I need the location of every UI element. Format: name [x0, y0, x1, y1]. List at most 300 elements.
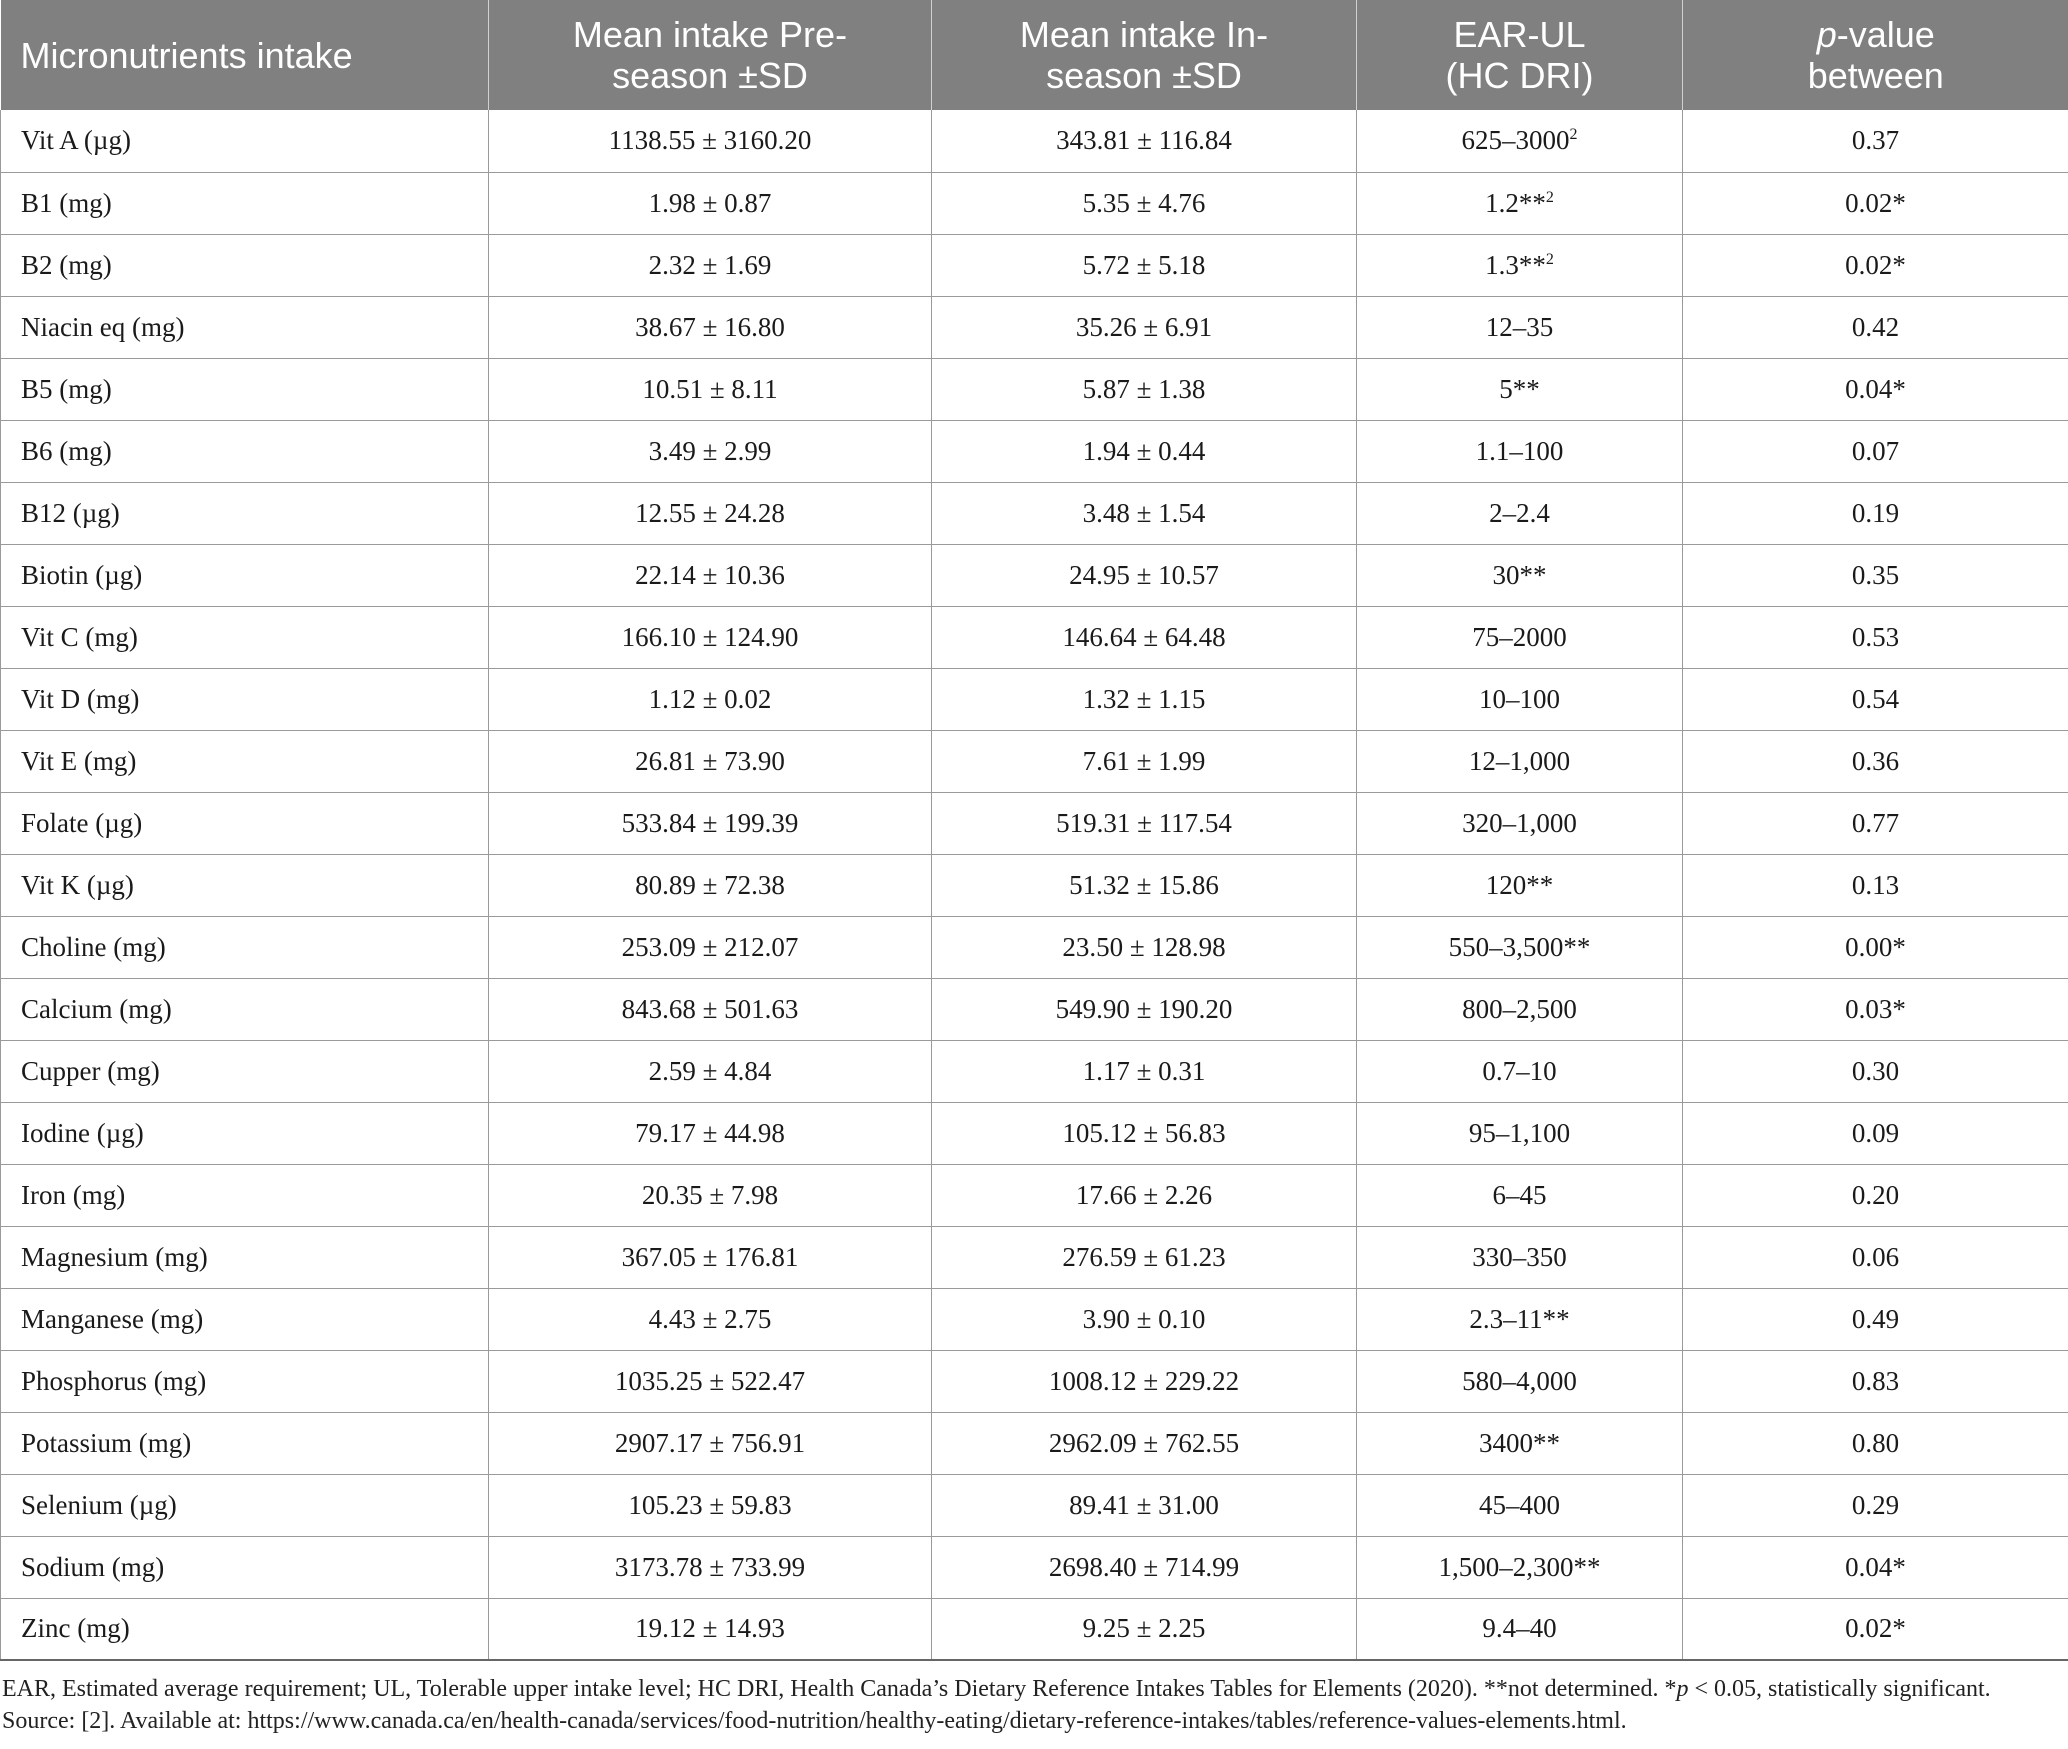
cell-in-season-text: 24.95 ± 10.57: [1069, 559, 1219, 590]
cell-in-season: [932, 1350, 1357, 1412]
cell-ear-ul: [1357, 854, 1683, 916]
cell-nutrient: [1, 482, 489, 544]
table-row: [1, 1598, 2068, 1660]
cell-pre-season: [489, 1226, 932, 1288]
cell-nutrient: [1, 668, 489, 730]
cell-pre-season-text: 26.81 ± 73.90: [635, 745, 785, 776]
cell-pre-season: [489, 1474, 932, 1536]
cell-nutrient-text: Calcium (mg): [21, 993, 172, 1024]
cell-p-value-text: 0.07: [1851, 435, 1900, 466]
cell-pre-season-text: 19.12 ± 14.93: [635, 1613, 785, 1644]
cell-ear-ul: [1357, 916, 1683, 978]
cell-ear-ul: [1357, 358, 1683, 420]
cell-p-value: [1683, 296, 2068, 358]
cell-pre-season-text: 2.59 ± 4.84: [648, 1055, 772, 1086]
cell-p-value: [1683, 234, 2068, 296]
cell-p-value: [1683, 1474, 2068, 1536]
table-row: [1, 482, 2068, 544]
cell-nutrient-text: Vit C (mg): [21, 621, 138, 652]
cell-in-season-text: 17.66 ± 2.26: [1075, 1179, 1213, 1210]
cell-p-value: [1683, 1598, 2068, 1660]
cell-in-season-text: 549.90 ± 190.20: [1055, 993, 1233, 1024]
cell-in-season: [932, 544, 1357, 606]
cell-p-value-text: 0.09: [1851, 1117, 1900, 1148]
cell-nutrient: [1, 1412, 489, 1474]
cell-in-season: [932, 172, 1357, 234]
cell-pre-season-text: 12.55 ± 24.28: [635, 497, 785, 528]
cell-in-season-text: 7.61 ± 1.99: [1082, 745, 1206, 776]
cell-nutrient-text: B5 (mg): [21, 373, 112, 404]
cell-in-season: [932, 1474, 1357, 1536]
table-row: [1, 1040, 2068, 1102]
footnote-superscript: 2: [1545, 188, 1554, 206]
cell-in-season-text: 1.94 ± 0.44: [1082, 435, 1206, 466]
cell-ear-ul: [1357, 730, 1683, 792]
header-label-line1: Mean intake Pre-: [572, 14, 848, 55]
footnote-text: EAR, Estimated average requirement; UL, Tolerable upper intake level; HC DRI, Health Canada’s Dietary Reference Intakes Tables for Elements (2020). **not determined. *: [2, 1676, 1677, 1702]
table-row: [1, 296, 2068, 358]
cell-pre-season: [489, 1164, 932, 1226]
table-body: [1, 110, 2068, 1660]
cell-ear-ul: [1357, 668, 1683, 730]
cell-pre-season-text: 166.10 ± 124.90: [621, 621, 799, 652]
cell-ear-ul: [1357, 110, 1683, 172]
cell-pre-season: [489, 854, 932, 916]
table-row: [1, 1536, 2068, 1598]
header-label: Micronutrients intake: [20, 34, 353, 76]
cell-ear-ul: [1357, 1102, 1683, 1164]
cell-p-value-text: 0.29: [1851, 1489, 1900, 1520]
cell-nutrient-text: Choline (mg): [21, 931, 166, 962]
cell-pre-season: [489, 1102, 932, 1164]
cell-ear-ul-text: 1,500–2,300**: [1438, 1551, 1601, 1582]
cell-ear-ul: [1357, 1474, 1683, 1536]
cell-p-value-text: 0.03*: [1845, 993, 1906, 1024]
cell-in-season: [932, 1598, 1357, 1660]
table-row: [1, 358, 2068, 420]
cell-in-season-text: 1008.12 ± 229.22: [1048, 1365, 1240, 1396]
cell-in-season-text: 1.17 ± 0.31: [1082, 1055, 1206, 1086]
cell-ear-ul-text: 550–3,500**: [1448, 931, 1591, 962]
cell-p-value: [1683, 1350, 2068, 1412]
cell-p-value-text: 0.20: [1851, 1179, 1900, 1210]
cell-nutrient: [1, 110, 489, 172]
cell-nutrient: [1, 544, 489, 606]
cell-ear-ul-text: 120**: [1485, 869, 1554, 900]
cell-nutrient-text: Sodium (mg): [21, 1551, 165, 1582]
cell-nutrient: [1, 172, 489, 234]
cell-p-value-text: 0.19: [1851, 497, 1900, 528]
cell-nutrient-text: Zinc (mg): [21, 1613, 130, 1644]
cell-in-season: [932, 1288, 1357, 1350]
cell-nutrient: [1, 854, 489, 916]
table-row: [1, 1412, 2068, 1474]
cell-nutrient: [1, 296, 489, 358]
cell-pre-season-text: 3173.78 ± 733.99: [614, 1551, 806, 1582]
cell-in-season: [932, 110, 1357, 172]
table-row: [1, 172, 2068, 234]
cell-in-season: [932, 1412, 1357, 1474]
cell-nutrient-text: Selenium (µg): [21, 1489, 177, 1520]
cell-pre-season: [489, 544, 932, 606]
cell-ear-ul: [1357, 1412, 1683, 1474]
cell-pre-season: [489, 1350, 932, 1412]
cell-in-season-text: 343.81 ± 116.84: [1056, 125, 1232, 156]
header-label-line2: season ±SD: [1046, 55, 1242, 96]
cell-p-value: [1683, 1102, 2068, 1164]
cell-pre-season-text: 20.35 ± 7.98: [641, 1179, 779, 1210]
header-label-line1: EAR-UL: [1453, 14, 1586, 55]
cell-nutrient-text: Vit A (µg): [21, 125, 131, 156]
cell-pre-season: [489, 978, 932, 1040]
cell-p-value: [1683, 1040, 2068, 1102]
cell-ear-ul-text: 12–1,000: [1468, 745, 1571, 776]
cell-nutrient-text: Folate (µg): [21, 807, 143, 838]
cell-ear-ul: [1357, 978, 1683, 1040]
cell-in-season: [932, 420, 1357, 482]
header-row: [1, 0, 2068, 110]
cell-pre-season-text: 1138.55 ± 3160.20: [608, 125, 812, 156]
cell-ear-ul: [1357, 420, 1683, 482]
cell-ear-ul-text: 75–2000: [1472, 621, 1567, 652]
cell-in-season: [932, 234, 1357, 296]
cell-ear-ul: [1357, 792, 1683, 854]
cell-nutrient: [1, 358, 489, 420]
cell-p-value-text: 0.37: [1851, 125, 1900, 156]
cell-nutrient-text: Manganese (mg): [21, 1303, 204, 1334]
cell-pre-season-text: 367.05 ± 176.81: [621, 1241, 799, 1272]
cell-in-season: [932, 358, 1357, 420]
table-row: [1, 110, 2068, 172]
cell-ear-ul: [1357, 1350, 1683, 1412]
table-row: [1, 1226, 2068, 1288]
cell-ear-ul-text: 95–1,100: [1468, 1117, 1571, 1148]
cell-p-value: [1683, 544, 2068, 606]
cell-in-season: [932, 1040, 1357, 1102]
cell-nutrient-text: Vit E (mg): [21, 745, 137, 776]
cell-nutrient: [1, 1226, 489, 1288]
table-header: [1, 0, 2068, 110]
table-row: [1, 1164, 2068, 1226]
cell-nutrient-text: Vit K (µg): [21, 869, 134, 900]
cell-nutrient: [1, 730, 489, 792]
cell-in-season-text: 5.72 ± 5.18: [1082, 249, 1206, 280]
cell-nutrient-text: Cupper (mg): [21, 1055, 160, 1086]
cell-ear-ul: [1357, 1536, 1683, 1598]
cell-ear-ul-text: 2.3–11**: [1469, 1303, 1570, 1334]
cell-in-season: [932, 792, 1357, 854]
footnote-abbreviations: [2, 1673, 2066, 1705]
cell-in-season: [932, 978, 1357, 1040]
cell-in-season: [932, 730, 1357, 792]
cell-p-value: [1683, 978, 2068, 1040]
cell-ear-ul-text: 30**: [1492, 559, 1547, 590]
cell-in-season-text: 23.50 ± 128.98: [1062, 931, 1226, 962]
cell-ear-ul: [1357, 1040, 1683, 1102]
cell-p-value: [1683, 730, 2068, 792]
cell-nutrient: [1, 792, 489, 854]
cell-pre-season: [489, 482, 932, 544]
cell-nutrient: [1, 234, 489, 296]
cell-p-value-text: 0.13: [1851, 869, 1900, 900]
cell-in-season-text: 5.87 ± 1.38: [1082, 373, 1206, 404]
cell-ear-ul-text: 9.4–40: [1482, 1613, 1557, 1644]
cell-nutrient-text: Iron (mg): [21, 1179, 126, 1210]
cell-ear-ul-text: 0.7–10: [1482, 1055, 1557, 1086]
table-row: [1, 606, 2068, 668]
cell-ear-ul-text: 2–2.4: [1489, 497, 1550, 528]
cell-p-value: [1683, 1412, 2068, 1474]
cell-nutrient: [1, 916, 489, 978]
cell-pre-season: [489, 1598, 932, 1660]
header-pre-season: [489, 0, 932, 110]
cell-p-value: [1683, 172, 2068, 234]
cell-ear-ul-text: 45–400: [1479, 1489, 1560, 1520]
cell-pre-season: [489, 296, 932, 358]
cell-p-value: [1683, 606, 2068, 668]
cell-pre-season-text: 80.89 ± 72.38: [635, 869, 785, 900]
cell-pre-season-text: 3.49 ± 2.99: [648, 435, 772, 466]
cell-nutrient-text: Biotin (µg): [21, 559, 143, 590]
cell-nutrient: [1, 1102, 489, 1164]
cell-pre-season: [489, 668, 932, 730]
cell-nutrient: [1, 1288, 489, 1350]
header-label-line1: Mean intake In-: [1019, 14, 1269, 55]
cell-p-value-text: 0.04*: [1845, 373, 1906, 404]
cell-pre-season-text: 533.84 ± 199.39: [621, 807, 799, 838]
cell-p-value: [1683, 1226, 2068, 1288]
cell-pre-season: [489, 234, 932, 296]
cell-pre-season: [489, 1536, 932, 1598]
cell-pre-season-text: 10.51 ± 8.11: [642, 373, 778, 404]
table-row: [1, 544, 2068, 606]
cell-in-season: [932, 1536, 1357, 1598]
cell-ear-ul-text: 625–3000: [1461, 125, 1570, 156]
cell-p-value-text: 0.02*: [1845, 187, 1906, 218]
footnote-superscript: 2: [1569, 126, 1578, 144]
cell-p-value: [1683, 420, 2068, 482]
cell-ear-ul-text: 1.2**: [1485, 187, 1546, 218]
cell-in-season-text: 519.31 ± 117.54: [1056, 807, 1232, 838]
cell-ear-ul-text: 320–1,000: [1462, 807, 1577, 838]
footnote-text-end: < 0.05, statistically significant.: [1688, 1676, 1991, 1702]
cell-pre-season: [489, 110, 932, 172]
table-row: [1, 668, 2068, 730]
cell-nutrient-text: B1 (mg): [21, 187, 112, 218]
cell-p-value-text: 0.77: [1851, 807, 1900, 838]
cell-ear-ul-text: 1.1–100: [1475, 435, 1564, 466]
cell-in-season-text: 3.48 ± 1.54: [1082, 497, 1206, 528]
cell-nutrient-text: Potassium (mg): [21, 1427, 192, 1458]
table-row: [1, 1474, 2068, 1536]
table-footnote: [0, 1661, 2068, 1737]
cell-pre-season-text: 1035.25 ± 522.47: [614, 1365, 806, 1396]
footnote-superscript: 2: [1545, 250, 1554, 268]
cell-pre-season: [489, 730, 932, 792]
table-row: [1, 1288, 2068, 1350]
cell-pre-season: [489, 1412, 932, 1474]
cell-in-season-text: 105.12 ± 56.83: [1062, 1117, 1226, 1148]
table-row: [1, 730, 2068, 792]
cell-nutrient: [1, 1040, 489, 1102]
cell-pre-season-text: 22.14 ± 10.36: [635, 559, 785, 590]
cell-ear-ul-text: 12–35: [1485, 311, 1554, 342]
cell-p-value: [1683, 916, 2068, 978]
cell-in-season: [932, 1102, 1357, 1164]
cell-in-season: [932, 668, 1357, 730]
cell-ear-ul-text: 10–100: [1479, 683, 1560, 714]
cell-nutrient: [1, 1164, 489, 1226]
cell-nutrient: [1, 420, 489, 482]
cell-pre-season: [489, 606, 932, 668]
cell-in-season: [932, 1226, 1357, 1288]
cell-in-season: [932, 854, 1357, 916]
cell-nutrient-text: B12 (µg): [21, 497, 120, 528]
cell-in-season: [932, 916, 1357, 978]
cell-p-value: [1683, 792, 2068, 854]
header-label-line2: season ±SD: [612, 55, 808, 96]
cell-pre-season: [489, 172, 932, 234]
cell-p-value-text: 0.36: [1851, 745, 1900, 776]
cell-in-season-text: 35.26 ± 6.91: [1075, 311, 1213, 342]
cell-pre-season-text: 1.98 ± 0.87: [648, 187, 772, 218]
header-label-p: p: [1816, 14, 1837, 55]
cell-pre-season-text: 843.68 ± 501.63: [621, 993, 799, 1024]
cell-pre-season: [489, 1040, 932, 1102]
table-row: [1, 792, 2068, 854]
cell-nutrient-text: Vit D (mg): [21, 683, 140, 714]
cell-nutrient: [1, 978, 489, 1040]
cell-nutrient: [1, 606, 489, 668]
cell-pre-season: [489, 1288, 932, 1350]
cell-in-season: [932, 606, 1357, 668]
cell-ear-ul: [1357, 1288, 1683, 1350]
table-row: [1, 854, 2068, 916]
cell-pre-season-text: 105.23 ± 59.83: [628, 1489, 792, 1520]
cell-ear-ul-text: 1.3**: [1485, 249, 1546, 280]
header-p-value: [1683, 0, 2068, 110]
cell-in-season-text: 89.41 ± 31.00: [1069, 1489, 1219, 1520]
cell-in-season: [932, 1164, 1357, 1226]
cell-p-value: [1683, 854, 2068, 916]
cell-p-value-text: 0.80: [1851, 1427, 1900, 1458]
cell-p-value-text: 0.49: [1851, 1303, 1900, 1334]
cell-nutrient-text: B2 (mg): [21, 249, 112, 280]
table-row: [1, 1350, 2068, 1412]
cell-ear-ul: [1357, 1164, 1683, 1226]
cell-ear-ul-text: 580–4,000: [1462, 1365, 1577, 1396]
table-row: [1, 1102, 2068, 1164]
cell-ear-ul: [1357, 296, 1683, 358]
cell-in-season-text: 5.35 ± 4.76: [1082, 187, 1206, 218]
cell-nutrient: [1, 1536, 489, 1598]
cell-p-value: [1683, 1164, 2068, 1226]
cell-in-season-text: 9.25 ± 2.25: [1082, 1613, 1206, 1644]
cell-ear-ul: [1357, 1598, 1683, 1660]
cell-p-value-text: 0.02*: [1845, 1613, 1906, 1644]
table-row: [1, 234, 2068, 296]
cell-ear-ul: [1357, 1226, 1683, 1288]
cell-ear-ul: [1357, 482, 1683, 544]
cell-p-value-text: 0.02*: [1845, 249, 1906, 280]
cell-nutrient: [1, 1350, 489, 1412]
header-micronutrients: [1, 0, 489, 110]
cell-p-value-text: 0.35: [1851, 559, 1900, 590]
cell-ear-ul-text: 330–350: [1472, 1241, 1567, 1272]
cell-pre-season: [489, 916, 932, 978]
cell-ear-ul: [1357, 172, 1683, 234]
cell-pre-season: [489, 358, 932, 420]
cell-p-value-text: 0.30: [1851, 1055, 1900, 1086]
cell-pre-season: [489, 420, 932, 482]
table-row: [1, 916, 2068, 978]
cell-pre-season-text: 4.43 ± 2.75: [648, 1303, 772, 1334]
cell-in-season-text: 276.59 ± 61.23: [1062, 1241, 1226, 1272]
cell-pre-season-text: 2.32 ± 1.69: [648, 249, 772, 280]
cell-p-value-text: 0.00*: [1845, 931, 1906, 962]
cell-ear-ul-text: 6–45: [1492, 1179, 1547, 1210]
cell-pre-season-text: 38.67 ± 16.80: [635, 311, 785, 342]
cell-p-value-text: 0.42: [1851, 311, 1900, 342]
cell-p-value: [1683, 358, 2068, 420]
header-ear-ul: [1357, 0, 1683, 110]
cell-ear-ul-text: 800–2,500: [1462, 993, 1577, 1024]
table-row: [1, 978, 2068, 1040]
header-label-value: -value: [1836, 14, 1935, 55]
header-label-line2: (HC DRI): [1445, 55, 1594, 96]
cell-p-value-text: 0.83: [1851, 1365, 1900, 1396]
footnote-p: p: [1676, 1676, 1689, 1702]
cell-pre-season-text: 2907.17 ± 756.91: [614, 1427, 806, 1458]
cell-p-value: [1683, 1536, 2068, 1598]
cell-p-value-text: 0.54: [1851, 683, 1900, 714]
cell-in-season-text: 3.90 ± 0.10: [1082, 1303, 1206, 1334]
cell-p-value-text: 0.06: [1851, 1241, 1900, 1272]
cell-in-season-text: 146.64 ± 64.48: [1062, 621, 1226, 652]
cell-pre-season-text: 79.17 ± 44.98: [635, 1117, 785, 1148]
header-in-season: [932, 0, 1357, 110]
cell-nutrient: [1, 1474, 489, 1536]
cell-nutrient-text: B6 (mg): [21, 435, 112, 466]
cell-nutrient-text: Magnesium (mg): [21, 1241, 208, 1272]
cell-nutrient-text: Phosphorus (mg): [21, 1365, 207, 1396]
cell-ear-ul: [1357, 606, 1683, 668]
cell-in-season: [932, 482, 1357, 544]
cell-pre-season: [489, 792, 932, 854]
cell-in-season-text: 2698.40 ± 714.99: [1048, 1551, 1240, 1582]
cell-nutrient: [1, 1598, 489, 1660]
cell-nutrient-text: Iodine (µg): [21, 1117, 144, 1148]
cell-ear-ul: [1357, 544, 1683, 606]
cell-p-value-text: 0.53: [1851, 621, 1900, 652]
cell-nutrient-text: Niacin eq (mg): [21, 311, 185, 342]
cell-in-season-text: 51.32 ± 15.86: [1069, 869, 1219, 900]
cell-pre-season-text: 253.09 ± 212.07: [621, 931, 799, 962]
cell-pre-season-text: 1.12 ± 0.02: [648, 683, 772, 714]
footnote-source: Source: [2]. Available at: https://www.canada.ca/en/health-canada/services/food-nutrition/healthy-eating/dietary-reference-intakes/tables/reference-values-elements.html.: [2, 1708, 1627, 1734]
header-label-line2: between: [1807, 55, 1944, 96]
cell-ear-ul: [1357, 234, 1683, 296]
table-row: [1, 420, 2068, 482]
cell-p-value: [1683, 668, 2068, 730]
cell-in-season-text: 2962.09 ± 762.55: [1048, 1427, 1240, 1458]
cell-p-value: [1683, 482, 2068, 544]
cell-in-season: [932, 296, 1357, 358]
cell-in-season-text: 1.32 ± 1.15: [1082, 683, 1206, 714]
cell-ear-ul-text: 3400**: [1479, 1427, 1560, 1458]
cell-p-value-text: 0.04*: [1845, 1551, 1906, 1582]
cell-p-value: [1683, 1288, 2068, 1350]
